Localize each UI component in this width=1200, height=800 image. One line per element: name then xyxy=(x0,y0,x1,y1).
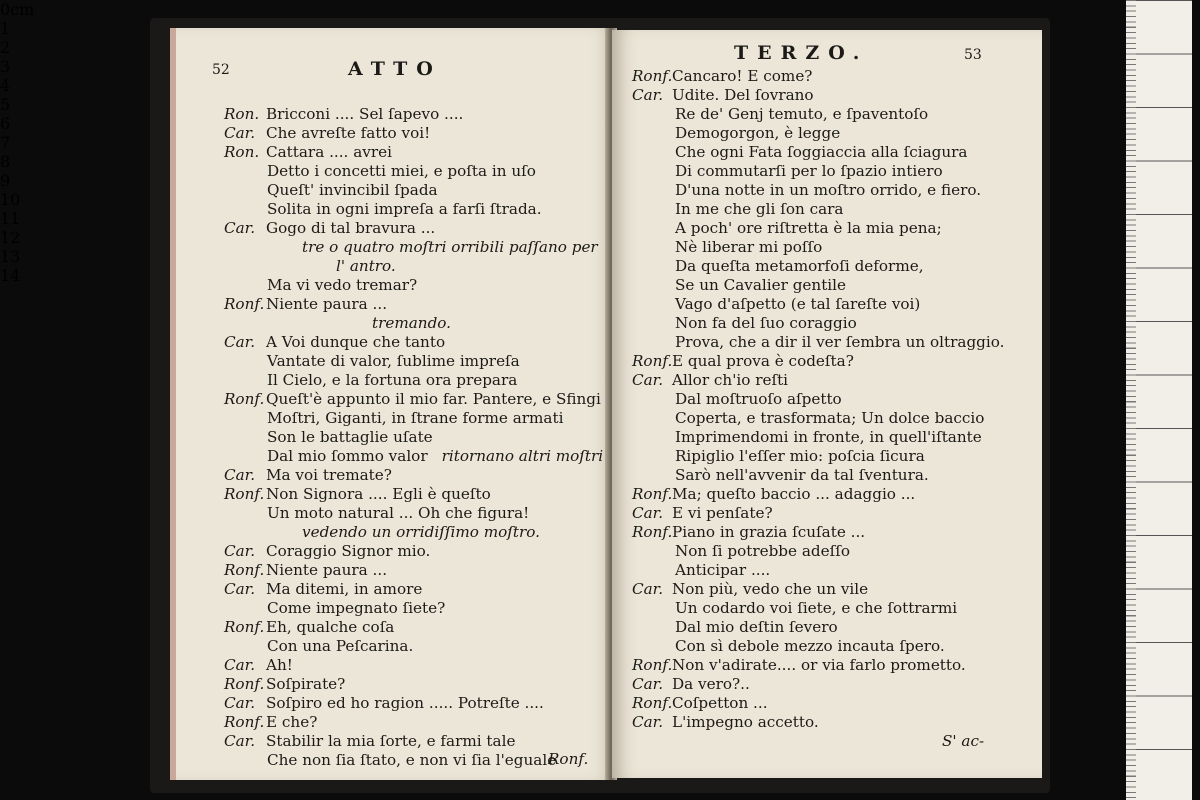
speaker-label: Car. xyxy=(224,124,256,142)
stage-direction: vedendo un orridiſſimo moſtro. xyxy=(302,523,540,541)
text-line xyxy=(224,181,614,200)
ruler-label: 3 xyxy=(0,57,11,76)
speaker-label: Ronf. xyxy=(632,523,673,541)
speaker-label: Ronf. xyxy=(224,675,265,693)
verse-text: Ah! xyxy=(266,656,293,674)
text-line xyxy=(224,200,614,219)
text-line xyxy=(224,409,614,428)
ruler-label: 0cm xyxy=(0,0,35,19)
verse-text: Anticipar .... xyxy=(675,561,771,579)
stage-direction: ritornano altri moſtri xyxy=(441,447,604,465)
running-head: ATTO xyxy=(348,58,442,80)
verse-text: Un codardo voi ſiete, e che ſottrarmi xyxy=(675,599,958,617)
text-line xyxy=(224,333,614,352)
text-line xyxy=(632,86,1032,105)
text-line xyxy=(224,542,614,561)
verse-text: E qual prova è codeſta? xyxy=(672,352,854,370)
text-line xyxy=(632,485,1032,504)
ruler-label: 12 xyxy=(0,228,21,247)
speaker-label: Ronf. xyxy=(632,694,673,712)
text-line xyxy=(224,162,614,181)
speaker-label: Ronf. xyxy=(224,618,265,636)
verse-text: Non più, vedo che un vile xyxy=(672,580,869,598)
text-line xyxy=(632,713,1032,732)
verse-text: Vago d'aſpetto (e tal ſareſte voi) xyxy=(675,295,921,313)
verse-text: Gogo di tal bravura ... xyxy=(266,219,436,237)
verse-text: Un moto natural ... Oh che figura! xyxy=(267,504,530,522)
verse-text: Detto i concetti miei, e poſta in uſo xyxy=(267,162,536,180)
text-line xyxy=(632,618,1032,637)
speaker-label: Car. xyxy=(224,466,256,484)
text-line xyxy=(632,428,1032,447)
text-line xyxy=(632,409,1032,428)
verse-text: Imprimendomi in fronte, in quell'iſtante xyxy=(675,428,982,446)
verse-text: Da vero?.. xyxy=(672,675,750,693)
text-line xyxy=(224,561,614,580)
speaker-label: Car. xyxy=(224,219,256,237)
verse-text: Non v'adirate.... or via farlo prometto. xyxy=(672,656,966,674)
ruler-label: 2 xyxy=(0,38,11,57)
verse-text: Non ſi potrebbe adeſſo xyxy=(675,542,850,560)
verse-text: Bricconi .... Sel ſapevo .... xyxy=(266,105,464,123)
text-line xyxy=(224,637,614,656)
text-line xyxy=(224,466,614,485)
text-line xyxy=(632,371,1032,390)
verse-text: Demogorgon, è legge xyxy=(675,124,841,142)
verse-text: Queſt'è appunto il mio far. Pantere, e Sfingi xyxy=(266,390,601,408)
text-line xyxy=(632,257,1032,276)
stage-direction: tre o quatro moſtri orribili paſſano per xyxy=(302,238,598,256)
text-line xyxy=(632,314,1032,333)
speaker-label: Car. xyxy=(224,732,256,750)
text-line xyxy=(632,181,1032,200)
speaker-label: Car. xyxy=(632,504,664,522)
verse-text: Come impegnato ſiete? xyxy=(267,599,446,617)
ruler-label: 14 xyxy=(0,266,21,285)
verse-text: Con sì debole mezzo incauta ſpero. xyxy=(675,637,945,655)
verse-text: Queſt' invincibil ſpada xyxy=(267,181,438,199)
verse-text: A Voi dunque che tanto xyxy=(266,333,446,351)
speaker-label: Car. xyxy=(632,371,664,389)
text-line xyxy=(224,276,614,295)
text-line xyxy=(224,105,614,124)
text-line xyxy=(632,580,1032,599)
text-line xyxy=(224,124,614,143)
speaker-label: Car. xyxy=(632,713,664,731)
catchword: Ronf. xyxy=(548,750,589,768)
verse-text: D'una notte in un moſtro orrido, e fiero. xyxy=(675,181,982,199)
text-line xyxy=(224,618,614,637)
ruler-minor-ticks xyxy=(1126,0,1136,800)
speaker-label: Ronf. xyxy=(224,295,265,313)
verse-text: Soſpiro ed ho ragion ..... Potreſte .... xyxy=(266,694,544,712)
text-line xyxy=(224,504,614,523)
ruler-label: 13 xyxy=(0,247,21,266)
text-line xyxy=(632,219,1032,238)
text-line xyxy=(632,276,1032,295)
verse-text: Udite. Del ſovrano xyxy=(672,86,814,104)
text-line xyxy=(632,238,1032,257)
verse-text: Allor ch'io reſti xyxy=(672,371,789,389)
ruler-label: 11 xyxy=(0,209,21,228)
verse-text: Se un Cavalier gentile xyxy=(675,276,847,294)
text-line xyxy=(224,219,614,238)
text-line xyxy=(224,428,614,447)
text-line xyxy=(224,143,614,162)
text-line xyxy=(632,295,1032,314)
speaker-label: Ron. xyxy=(224,143,260,161)
speaker-label: Car. xyxy=(224,694,256,712)
page-number: 53 xyxy=(964,47,982,63)
verse-text: Solita in ogni impreſa a farſi ſtrada. xyxy=(267,200,542,218)
verse-text: Niente paura ... xyxy=(266,295,388,313)
ruler-label: 7 xyxy=(0,133,11,152)
verse-text: Vantate di valor, ſublime impreſa xyxy=(267,352,520,370)
text-line xyxy=(632,105,1032,124)
speaker-label: Ronf. xyxy=(224,713,265,731)
speaker-label: Ronf. xyxy=(632,352,673,370)
text-line xyxy=(632,542,1032,561)
page-number: 52 xyxy=(212,62,230,78)
text-line xyxy=(632,656,1032,675)
verse-text: Ma voi tremate? xyxy=(266,466,392,484)
text-line xyxy=(632,466,1032,485)
text-line xyxy=(632,694,1032,713)
text-line xyxy=(632,675,1032,694)
verse-text: Ma; queſto baccio ... adaggio ... xyxy=(672,485,916,503)
text-line xyxy=(632,504,1032,523)
speaker-label: Ronf. xyxy=(224,390,265,408)
verse-text: Eh, qualche coſa xyxy=(266,618,395,636)
verse-text: Nè liberar mi poſſo xyxy=(675,238,823,256)
speaker-label: Ronf. xyxy=(632,656,673,674)
text-line xyxy=(224,352,614,371)
speaker-label: Car. xyxy=(632,86,664,104)
verse-text: Son le battaglie uſate xyxy=(267,428,433,446)
speaker-label: Ronf. xyxy=(632,67,673,85)
verse-text: Prova, che a dir il ver ſembra un oltraggio. xyxy=(675,333,1005,351)
speaker-label: Ron. xyxy=(224,105,260,123)
right-page xyxy=(612,30,1042,778)
text-line xyxy=(632,447,1032,466)
verse-text: Cancaro! E come? xyxy=(672,67,813,85)
text-line xyxy=(224,713,614,732)
text-line xyxy=(224,656,614,675)
verse-text: Re de' Genj temuto, e ſpaventoſo xyxy=(675,105,929,123)
text-line xyxy=(632,523,1032,542)
speaker-label: Car. xyxy=(224,542,256,560)
text-line xyxy=(224,580,614,599)
text-block xyxy=(224,105,614,770)
speaker-label: Car. xyxy=(632,675,664,693)
stage-direction: l' antro. xyxy=(336,257,396,275)
text-line xyxy=(224,447,614,466)
verse-text: Ma ditemi, in amore xyxy=(266,580,423,598)
verse-text: Con una Peſcarina. xyxy=(267,637,414,655)
text-line xyxy=(224,257,614,276)
speaker-label: Ronf. xyxy=(632,485,673,503)
verse-text: Che non ſia ſtato, e non vi ſia l'eguale xyxy=(267,751,557,769)
text-line xyxy=(224,599,614,618)
verse-text: Di commutarſi per lo ſpazio intiero xyxy=(675,162,943,180)
verse-text: Dal mio ſommo valor xyxy=(267,447,428,465)
ruler-label: 10 xyxy=(0,190,21,209)
verse-text: Da queſta metamorfoſi deforme, xyxy=(675,257,924,275)
verse-text: Ma vi vedo tremar? xyxy=(267,276,418,294)
text-line xyxy=(224,675,614,694)
verse-text: Soſpirate? xyxy=(266,675,346,693)
verse-text: Coſpetton ... xyxy=(672,694,768,712)
speaker-label: Car. xyxy=(224,333,256,351)
ruler-label: 4 xyxy=(0,76,11,95)
speaker-label: Car. xyxy=(632,580,664,598)
verse-text: Non Signora .... Egli è queſto xyxy=(266,485,491,503)
ruler-label: 8 xyxy=(0,152,11,171)
text-line xyxy=(224,694,614,713)
verse-text: Dal moſtruoſo aſpetto xyxy=(675,390,842,408)
verse-text: E che? xyxy=(266,713,318,731)
text-line xyxy=(632,143,1032,162)
text-line xyxy=(224,371,614,390)
verse-text: E vi penſate? xyxy=(672,504,773,522)
verse-text: Coraggio Signor mio. xyxy=(266,542,431,560)
text-line xyxy=(224,523,614,542)
verse-text: Sarò nell'avvenir da tal ſventura. xyxy=(675,466,929,484)
verse-text: Ripiglio l'eſſer mio: poſcia ſicura xyxy=(675,447,925,465)
verse-text: Il Cielo, e la fortuna ora prepara xyxy=(267,371,518,389)
stage-direction: tremando. xyxy=(372,314,452,332)
text-line xyxy=(224,238,614,257)
verse-text: Moſtri, Giganti, in ſtrane forme armati xyxy=(267,409,564,427)
text-line xyxy=(632,124,1032,143)
verse-text: A poch' ore riſtretta è la mia pena; xyxy=(675,219,942,237)
catchword: S' ac- xyxy=(942,732,985,750)
ruler-label: 9 xyxy=(0,171,11,190)
text-line xyxy=(224,314,614,333)
verse-text: In me che gli ſon cara xyxy=(675,200,844,218)
running-head: TERZO. xyxy=(734,42,869,64)
ruler-label: 5 xyxy=(0,95,11,114)
text-line xyxy=(224,295,614,314)
verse-text: Che ogni Fata ſoggiaccia alla ſciagura xyxy=(675,143,968,161)
verse-text: L'impegno accetto. xyxy=(672,713,819,731)
verse-text: Niente paura ... xyxy=(266,561,388,579)
verse-text: Coperta, e trasformata; Un dolce baccio xyxy=(675,409,985,427)
text-line xyxy=(632,200,1032,219)
text-line xyxy=(632,67,1032,86)
speaker-label: Car. xyxy=(224,656,256,674)
text-line xyxy=(632,162,1032,181)
ruler-label: 1 xyxy=(0,19,11,38)
verse-text: Cattara .... avrei xyxy=(266,143,392,161)
verse-text: Non fa del ſuo coraggio xyxy=(675,314,857,332)
measuring-ruler xyxy=(1126,0,1192,800)
verse-text: Che avreſte fatto voi! xyxy=(266,124,431,142)
text-line xyxy=(224,732,614,751)
text-line xyxy=(632,561,1032,580)
text-line xyxy=(632,333,1032,352)
text-line xyxy=(632,390,1032,409)
text-block xyxy=(632,67,1032,732)
verse-text: Dal mio deſtin ſevero xyxy=(675,618,838,636)
speaker-label: Car. xyxy=(224,580,256,598)
text-line xyxy=(632,352,1032,371)
speaker-label: Ronf. xyxy=(224,485,265,503)
ruler-label: 6 xyxy=(0,114,11,133)
text-line xyxy=(632,599,1032,618)
text-line xyxy=(224,485,614,504)
verse-text: Piano in grazia ſcuſate ... xyxy=(672,523,866,541)
verse-text: Stabilir la mia ſorte, e farmi tale xyxy=(266,732,516,750)
speaker-label: Ronf. xyxy=(224,561,265,579)
text-line xyxy=(632,637,1032,656)
text-line xyxy=(224,390,614,409)
left-page xyxy=(170,28,616,780)
